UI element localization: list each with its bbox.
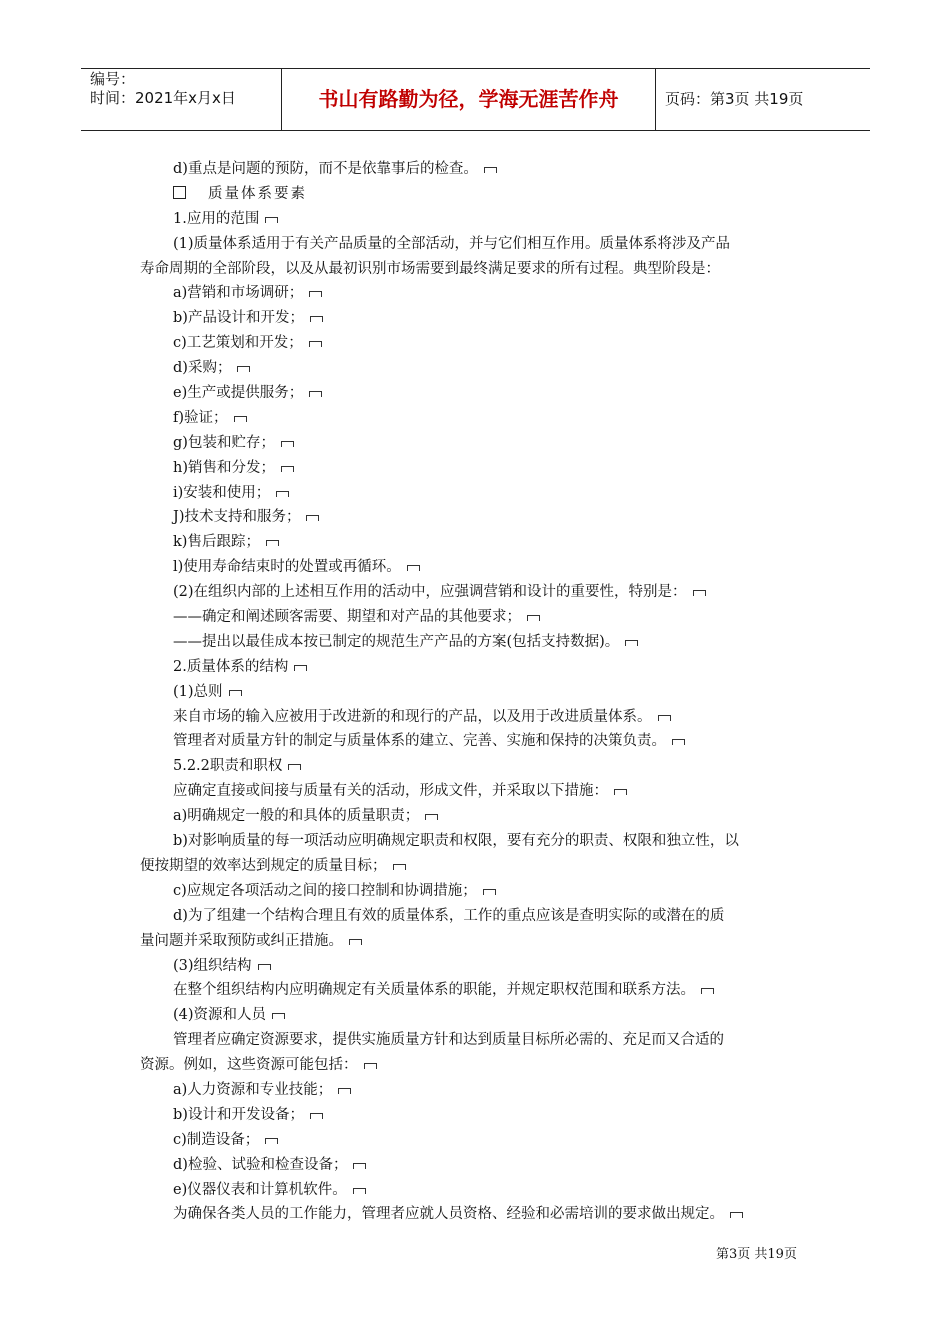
line-text: e)生产或提供服务； bbox=[173, 385, 304, 402]
paragraph-mark-icon bbox=[309, 341, 322, 347]
paragraph-mark-icon bbox=[276, 491, 289, 497]
paragraph-mark-icon bbox=[309, 391, 322, 397]
paragraph-line bbox=[140, 1128, 812, 1153]
document-body bbox=[140, 157, 812, 1227]
paragraph-line bbox=[140, 555, 812, 580]
paragraph-line bbox=[140, 257, 812, 282]
line-text: 为确保各类人员的工作能力，管理者应就人员资格、经验和必需培训的要求做出规定。 bbox=[173, 1206, 724, 1223]
line-text: 管理者对质量方针的制定与质量体系的建立、完善、实施和保持的决策负责。 bbox=[173, 733, 666, 750]
document-number-label: 编号： bbox=[90, 70, 136, 88]
line-text: 来自市场的输入应被用于改进新的和现行的产品，以及用于改进质量体系。 bbox=[173, 708, 652, 725]
paragraph-mark-icon bbox=[281, 441, 294, 447]
paragraph-line bbox=[140, 481, 812, 506]
line-text: c)工艺策划和开发； bbox=[173, 335, 303, 352]
footer-page-info: 第3页 共19页 bbox=[716, 1247, 797, 1262]
paragraph-line bbox=[140, 630, 812, 655]
paragraph-mark-icon bbox=[265, 1138, 278, 1144]
line-text: ——提出以最佳成本按已制定的规范生产产品的方案(包括支持数据)。 bbox=[173, 633, 620, 650]
line-text: l)使用寿命结束时的处置或再循环。 bbox=[173, 559, 401, 576]
paragraph-mark-icon bbox=[730, 1212, 743, 1218]
line-text: h)销售和分发； bbox=[173, 459, 275, 476]
paragraph-mark-icon bbox=[338, 1088, 351, 1094]
line-text: b)产品设计和开发； bbox=[173, 310, 304, 327]
line-text: d)为了组建一个结构合理且有效的质量体系，工作的重点应该是查明实际的或潜在的质 bbox=[173, 907, 725, 924]
line-text: 资源。例如，这些资源可能包括： bbox=[140, 1057, 358, 1074]
paragraph-line bbox=[140, 281, 812, 306]
paragraph-mark-icon bbox=[310, 1113, 323, 1119]
paragraph-mark-icon bbox=[288, 764, 301, 770]
paragraph-mark-icon bbox=[672, 739, 685, 745]
line-text: b)设计和开发设备； bbox=[173, 1106, 304, 1123]
checkbox-square-icon bbox=[173, 186, 186, 199]
line-text: 1.应用的范围 bbox=[173, 210, 260, 227]
line-text: 寿命周期的全部阶段，以及从最初识别市场需要到最终满足要求的所有过程。典型阶段是： bbox=[140, 260, 720, 277]
paragraph-line bbox=[140, 754, 812, 779]
paragraph-line bbox=[140, 331, 812, 356]
paragraph-line bbox=[140, 1078, 812, 1103]
header-page-cell bbox=[655, 69, 870, 130]
line-text: d)检验、试验和检查设备； bbox=[173, 1156, 348, 1173]
paragraph-line bbox=[140, 157, 812, 182]
paragraph-mark-icon bbox=[237, 366, 250, 372]
paragraph-line bbox=[140, 978, 812, 1003]
paragraph-line bbox=[140, 954, 812, 979]
paragraph-mark-icon bbox=[701, 988, 714, 994]
line-text: (2)在组织内部的上述相互作用的活动中，应强调营销和设计的重要性，特别是： bbox=[173, 584, 687, 601]
paragraph-line bbox=[140, 381, 812, 406]
line-text: f)验证； bbox=[173, 409, 228, 426]
paragraph-mark-icon bbox=[266, 540, 279, 546]
paragraph-line bbox=[140, 505, 812, 530]
header-motto-cell bbox=[281, 69, 656, 130]
line-text: 在整个组织结构内应明确规定有关质量体系的职能，并规定职权范围和联系方法。 bbox=[173, 982, 695, 999]
paragraph-line bbox=[140, 904, 812, 929]
line-text: c)制造设备； bbox=[173, 1131, 260, 1148]
paragraph-line bbox=[140, 655, 812, 680]
line-text: a)明确规定一般的和具体的质量职责； bbox=[173, 808, 420, 825]
paragraph-mark-icon bbox=[364, 1063, 377, 1069]
line-text: 质量体系要素 bbox=[208, 185, 307, 202]
document-time-label: 时间：2021年x月x日 bbox=[90, 89, 236, 107]
paragraph-line bbox=[140, 680, 812, 705]
header-motto: 书山有路勤为径，学海无涯苦作舟 bbox=[318, 87, 619, 111]
paragraph-line bbox=[140, 232, 812, 257]
paragraph-line bbox=[140, 1053, 812, 1078]
line-text: d)重点是问题的预防，而不是依靠事后的检查。 bbox=[173, 161, 478, 177]
line-text: 5.2.2职责和职权 bbox=[173, 758, 283, 775]
paragraph-line bbox=[140, 356, 812, 381]
paragraph-mark-icon bbox=[265, 217, 278, 223]
paragraph-line bbox=[140, 605, 812, 630]
line-text: (3)组织结构 bbox=[173, 957, 252, 974]
paragraph-mark-icon bbox=[294, 665, 307, 671]
paragraph-line bbox=[140, 929, 812, 954]
paragraph-line bbox=[140, 306, 812, 331]
paragraph-line bbox=[140, 207, 812, 232]
line-text: a)营销和市场调研； bbox=[173, 285, 304, 302]
line-text: J)技术支持和服务； bbox=[173, 509, 301, 526]
paragraph-mark-icon bbox=[353, 1188, 366, 1194]
paragraph-line bbox=[140, 530, 812, 555]
paragraph-line bbox=[140, 705, 812, 730]
paragraph-mark-icon bbox=[393, 864, 406, 870]
paragraph-mark-icon bbox=[614, 789, 627, 795]
paragraph-line bbox=[140, 879, 812, 904]
line-text: c)应规定各项活动之间的接口控制和协调措施； bbox=[173, 882, 477, 899]
line-text: i)安装和使用； bbox=[173, 484, 271, 501]
paragraph-mark-icon bbox=[272, 1013, 285, 1019]
paragraph-line bbox=[140, 580, 812, 605]
paragraph-line bbox=[140, 829, 812, 854]
paragraph-mark-icon bbox=[527, 615, 540, 621]
paragraph-mark-icon bbox=[353, 1163, 366, 1169]
line-text: (4)资源和人员 bbox=[173, 1007, 267, 1024]
paragraph-mark-icon bbox=[306, 515, 319, 521]
line-text: 应确定直接或间接与质量有关的活动，形成文件，并采取以下措施： bbox=[173, 783, 608, 800]
line-text: 2.质量体系的结构 bbox=[173, 658, 289, 675]
paragraph-line bbox=[140, 779, 812, 804]
line-text: g)包装和贮存； bbox=[173, 434, 275, 451]
line-text: 便按期望的效率达到规定的质量目标； bbox=[140, 857, 387, 874]
paragraph-mark-icon bbox=[425, 814, 438, 820]
paragraph-mark-icon bbox=[281, 466, 294, 472]
paragraph-mark-icon bbox=[484, 167, 497, 173]
paragraph-mark-icon bbox=[310, 316, 323, 322]
line-text: (1)质量体系适用于有关产品质量的全部活动，并与它们相互作用。质量体系将涉及产品 bbox=[173, 235, 731, 252]
line-text: ——确定和阐述顾客需要、期望和对产品的其他要求； bbox=[173, 609, 521, 626]
paragraph-line bbox=[140, 1153, 812, 1178]
paragraph-line bbox=[140, 1003, 812, 1028]
paragraph-line bbox=[140, 1202, 812, 1227]
paragraph-mark-icon bbox=[625, 640, 638, 646]
paragraph-line bbox=[140, 406, 812, 431]
paragraph-line bbox=[140, 1028, 812, 1053]
line-text: 管理者应确定资源要求，提供实施质量方针和达到质量目标所必需的、充足而又合适的 bbox=[173, 1032, 724, 1049]
paragraph-mark-icon bbox=[658, 715, 671, 721]
line-text: d)采购； bbox=[173, 360, 232, 377]
line-text: b)对影响质量的每一项活动应明确规定职责和权限，要有充分的职责、权限和独立性，以 bbox=[173, 833, 739, 850]
line-text: 量问题并采取预防或纠正措施。 bbox=[140, 932, 343, 949]
paragraph-line bbox=[140, 1178, 812, 1203]
paragraph-mark-icon bbox=[483, 889, 496, 895]
paragraph-mark-icon bbox=[234, 416, 247, 422]
line-text: k)售后跟踪； bbox=[173, 534, 260, 551]
paragraph-line bbox=[140, 804, 812, 829]
header-meta-cell bbox=[81, 69, 281, 130]
line-text: (1)总则 bbox=[173, 683, 223, 700]
paragraph-mark-icon bbox=[258, 964, 271, 970]
header-page-info: 页码：第3页 共19页 bbox=[665, 90, 804, 108]
paragraph-mark-icon bbox=[693, 590, 706, 596]
paragraph-line bbox=[140, 456, 812, 481]
paragraph-mark-icon bbox=[407, 565, 420, 571]
section-heading bbox=[140, 182, 812, 207]
paragraph-line bbox=[140, 729, 812, 754]
paragraph-line bbox=[140, 431, 812, 456]
paragraph-line bbox=[140, 854, 812, 879]
page-header bbox=[81, 68, 870, 131]
paragraph-mark-icon bbox=[229, 690, 242, 696]
paragraph-mark-icon bbox=[309, 291, 322, 297]
line-text: a)人力资源和专业技能； bbox=[173, 1081, 333, 1098]
paragraph-mark-icon bbox=[349, 939, 362, 945]
paragraph-line bbox=[140, 1103, 812, 1128]
line-text: e)仪器仪表和计算机软件。 bbox=[173, 1181, 347, 1198]
